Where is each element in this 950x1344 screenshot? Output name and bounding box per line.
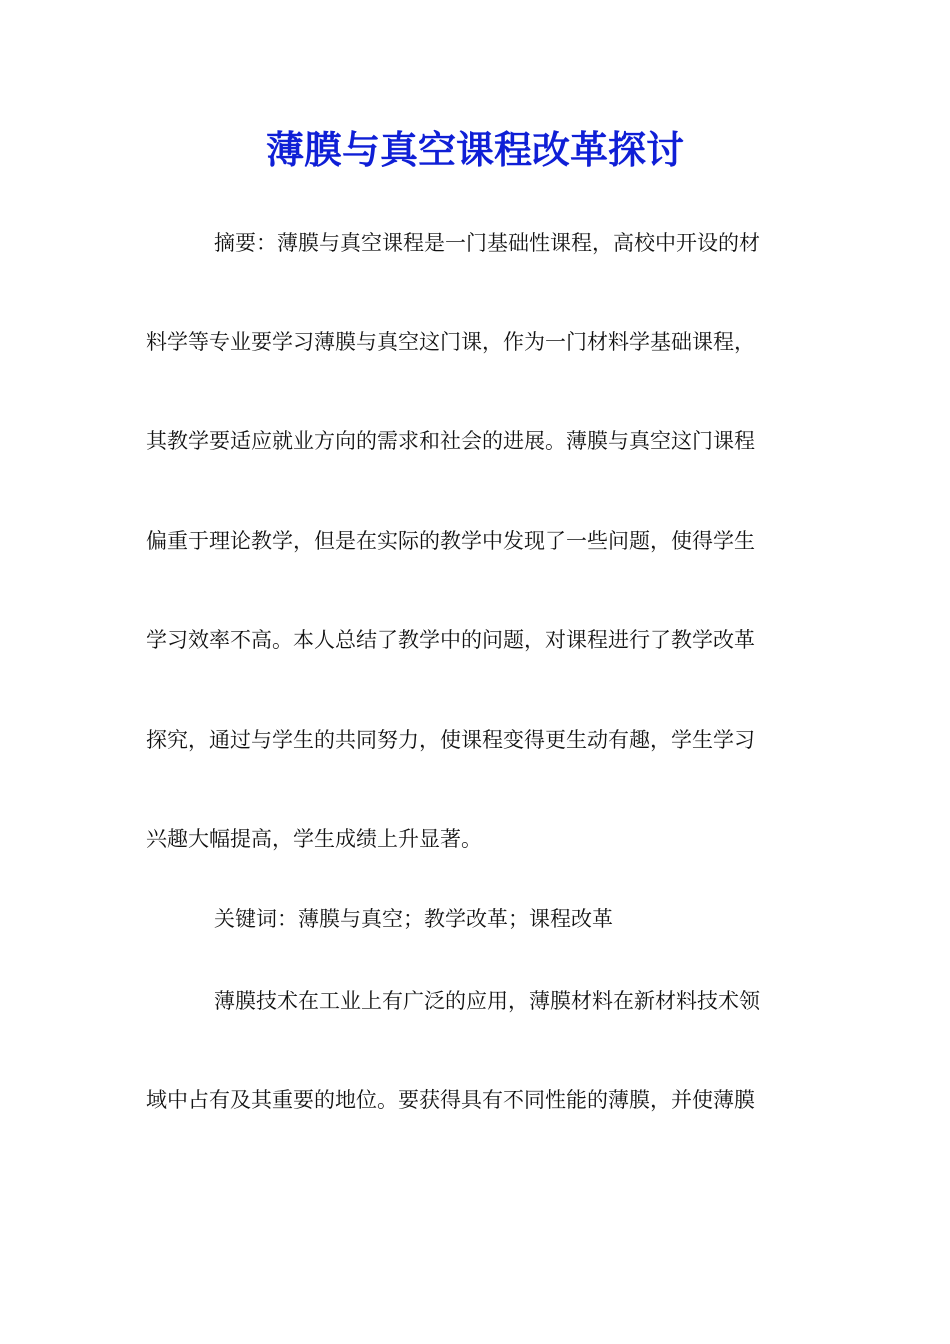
abstract-line-2: 料学等专业要学习薄膜与真空这门课，作为一门材料学基础课程， bbox=[146, 330, 755, 354]
paragraph-line-2: 域中占有及其重要的地位。要获得具有不同性能的薄膜，并使薄膜 bbox=[146, 1088, 755, 1112]
abstract-line-4: 偏重于理论教学，但是在实际的教学中发现了一些问题，使得学生 bbox=[146, 529, 755, 553]
abstract-line-5: 学习效率不高。本人总结了教学中的问题，对课程进行了教学改革 bbox=[146, 628, 755, 652]
abstract-line-1: 摘要：薄膜与真空课程是一门基础性课程，高校中开设的材 bbox=[214, 231, 760, 255]
abstract-line-7: 兴趣大幅提高，学生成绩上升显著。 bbox=[146, 827, 482, 851]
paragraph-line-1: 薄膜技术在工业上有广泛的应用，薄膜材料在新材料技术领 bbox=[214, 989, 760, 1013]
abstract-line-3: 其教学要适应就业方向的需求和社会的进展。薄膜与真空这门课程 bbox=[146, 429, 755, 453]
keywords-line: 关键词：薄膜与真空；教学改革；课程改革 bbox=[214, 907, 613, 931]
document-title: 薄膜与真空课程改革探讨 bbox=[265, 127, 684, 172]
abstract-line-6: 探究，通过与学生的共同努力，使课程变得更生动有趣，学生学习 bbox=[146, 728, 755, 752]
